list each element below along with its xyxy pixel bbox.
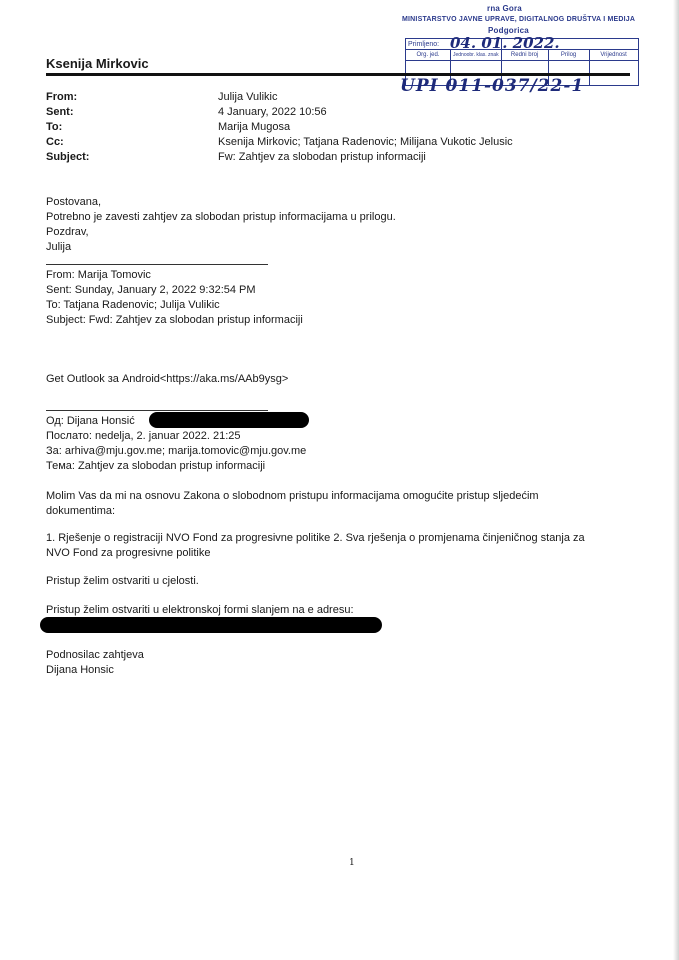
fwd2-to: За: arhiva@mju.gov.me; marija.tomovic@mju.gov.me <box>46 445 307 457</box>
closing: Pozdrav, <box>46 226 89 238</box>
request-para-3: Pristup želim ostvariti u cjelosti. <box>46 575 199 587</box>
from-label: From: <box>46 91 78 103</box>
stamp-received-date: 04. 01. 2022. <box>450 34 560 52</box>
sent-value: 4 January, 2022 10:56 <box>218 106 327 118</box>
stamp-line-1: rna Gora <box>487 4 522 13</box>
fwd1-to: To: Tatjana Radenovic; Julija Vulikic <box>46 299 220 311</box>
stamp-city: Podgorica <box>488 26 529 35</box>
cc-label: Cc: <box>46 136 64 148</box>
stamp-col-attach: Prilog <box>548 50 589 61</box>
stamp-received-label: Primljeno: <box>406 39 502 50</box>
request-para-2-line-1: 1. Rješenje o registraciji NVO Fond za progresivne politike 2. Sva rješenja o promjenama činjeničnog stanja za <box>46 532 585 544</box>
stamp-col-org: Org. jed. <box>406 50 451 61</box>
forward-divider-2 <box>46 410 268 411</box>
sender-signature: Julija <box>46 241 72 253</box>
from-value: Julija Vulikic <box>218 91 278 103</box>
fwd2-subject: Тема: Zahtjev za slobodan pristup informaciji <box>46 460 266 472</box>
redaction-bar-email <box>40 617 382 633</box>
redaction-bar-name <box>149 412 309 428</box>
stamp-col-value: Vrijednost <box>589 50 638 61</box>
to-value: Marija Mugosa <box>218 121 291 133</box>
signature-title: Podnosilac zahtjeva <box>46 649 144 661</box>
stamp-col-class: Jednoobr. klas. znak <box>451 50 502 61</box>
scan-edge-shadow <box>673 0 679 960</box>
stamp-col-number: Redni broj <box>501 50 548 61</box>
body-request-line: Potrebno je zavesti zahtjev za slobodan pristup informacijama u prilogu. <box>46 211 396 223</box>
mailbox-owner-name: Ksenija Mirkovic <box>46 56 149 71</box>
fwd1-sent: Sent: Sunday, January 2, 2022 9:32:54 PM <box>46 284 256 296</box>
request-para-4: Pristup želim ostvariti u elektronskoj formi slanjem na e adresu: <box>46 604 354 616</box>
greeting: Postovana, <box>46 196 102 208</box>
stamp-handwritten-reference: UPI 011-037/22-1 <box>400 76 585 96</box>
fwd2-from: Од: Dijana Honsić <box>46 415 135 427</box>
subject-label: Subject: <box>46 151 90 163</box>
to-label: To: <box>46 121 63 133</box>
fwd1-subject: Subject: Fwd: Zahtjev za slobodan pristup informaciji <box>46 314 303 326</box>
signature-name: Dijana Honsic <box>46 664 114 676</box>
fwd2-sent: Послато: nedelja, 2. januar 2022. 21:25 <box>46 430 241 442</box>
sent-label: Sent: <box>46 106 74 118</box>
stamp-ministry: MINISTARSTVO JAVNE UPRAVE, DIGITALNOG DRUŠTVA I MEDIJA <box>402 16 636 23</box>
cc-value: Ksenija Mirkovic; Tatjana Radenovic; Milijana Vukotic Jelusic <box>218 136 513 148</box>
request-para-2-line-2: NVO Fond za progresivne politike <box>46 547 211 559</box>
outlook-link-line: Get Outlook за Android<https://aka.ms/AAb9ysg> <box>46 373 289 385</box>
fwd1-from: From: Marija Tomovic <box>46 269 151 281</box>
request-para-1-line-1: Molim Vas da mi na osnovu Zakona o slobodnom pristupu informacijama omogućite pristup sljedećim <box>46 490 539 502</box>
header-divider <box>46 73 630 76</box>
request-para-1-line-2: dokumentima: <box>46 505 116 517</box>
forward-divider-1 <box>46 264 268 265</box>
page-number: 1 <box>349 858 355 868</box>
subject-value: Fw: Zahtjev za slobodan pristup informaciji <box>218 151 426 163</box>
